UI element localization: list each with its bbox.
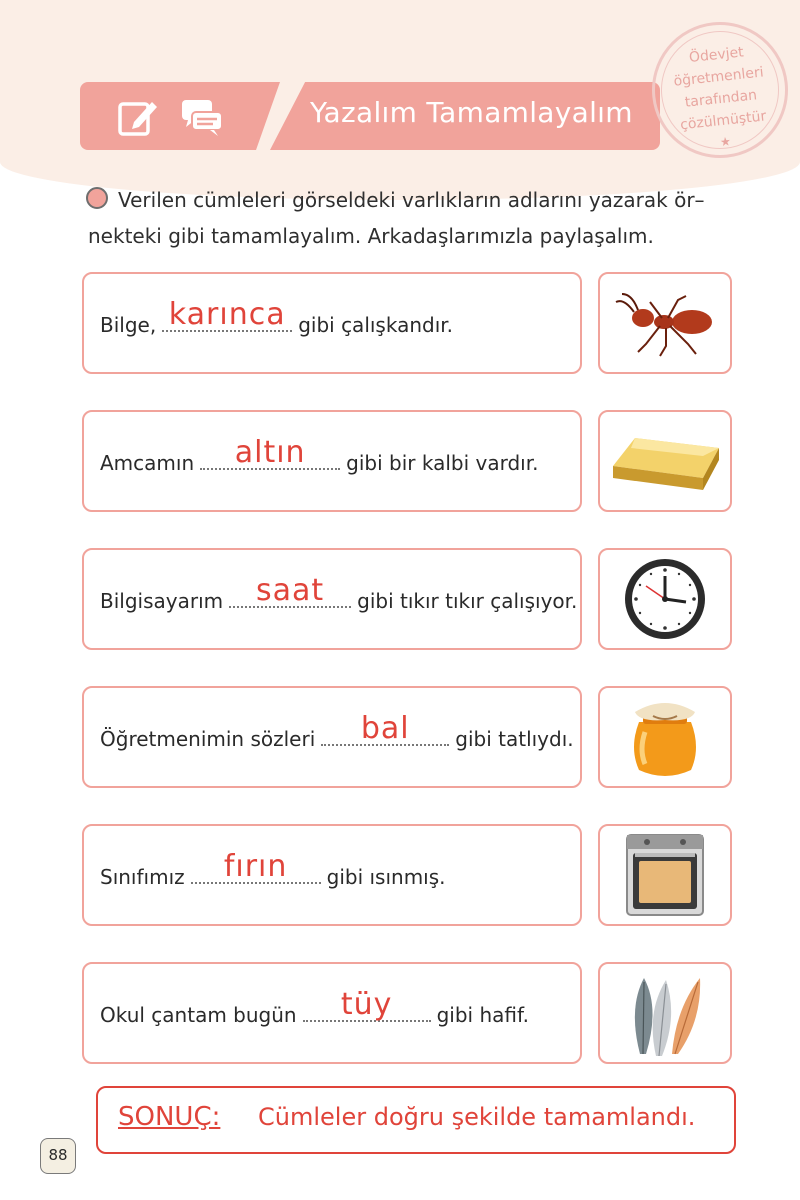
sentence-box [82, 410, 582, 512]
sentence-before: Öğretmenimin sözleri [100, 727, 316, 751]
sentence-box [82, 686, 582, 788]
instruction-text [88, 182, 738, 248]
result-box [96, 1086, 736, 1154]
feather-icon [620, 968, 710, 1058]
gold-bar-icon [607, 426, 723, 496]
answer-text: tüy [340, 987, 393, 1022]
sentence-after: gibi tıkır tıkır çalışıyor. [357, 589, 578, 613]
sentence [100, 849, 446, 889]
honey-jar-icon [625, 692, 705, 782]
bullet-icon [86, 187, 108, 209]
ant-icon [610, 288, 720, 358]
instruction-line: nekteki gibi tamamlayalım. Arkadaşlarımızla paylaşalım. [88, 224, 654, 248]
sentence-after: gibi tatlıydı. [455, 727, 574, 751]
image-box [598, 272, 732, 374]
sentence [100, 297, 454, 337]
sentence [100, 711, 574, 751]
answer-blank[interactable] [321, 711, 449, 746]
answer-blank[interactable] [162, 297, 292, 332]
sentence-before: Bilgisayarım [100, 589, 224, 613]
star-icon: ★ [719, 134, 732, 150]
sentence-before: Amcamın [100, 451, 195, 475]
image-box [598, 686, 732, 788]
answer-text: altın [234, 435, 306, 470]
image-box [598, 824, 732, 926]
answer-blank[interactable] [303, 987, 431, 1022]
stamp-line: Ödevjet [688, 44, 745, 67]
image-box [598, 410, 732, 512]
image-box [598, 962, 732, 1064]
sentence-before: Okul çantam bugün [100, 1003, 297, 1027]
page-number: 88 [40, 1138, 76, 1174]
image-box [598, 548, 732, 650]
stamp-line: tarafından [684, 87, 758, 111]
edit-icon [116, 96, 160, 140]
answer-blank[interactable] [200, 435, 340, 470]
sentence-before: Sınıfımız [100, 865, 185, 889]
sentence [100, 435, 539, 475]
instruction-line: Verilen cümleleri görseldeki varlıkların adlarını yazarak ör– [118, 188, 705, 212]
chat-icon [180, 96, 224, 140]
stamp-line: öğretmenleri [672, 64, 765, 90]
answer-blank[interactable] [191, 849, 321, 884]
clock-icon [622, 556, 708, 642]
sentence-after: gibi bir kalbi vardır. [346, 451, 539, 475]
sentence-box [82, 962, 582, 1064]
sentence [100, 987, 529, 1027]
answer-text: karınca [168, 297, 286, 332]
sentence-after: gibi ısınmış. [326, 865, 446, 889]
sentence [100, 573, 578, 613]
sentence-after: gibi hafif. [436, 1003, 529, 1027]
sentence-box [82, 824, 582, 926]
answer-text: saat [256, 573, 325, 608]
answer-text: bal [360, 711, 410, 746]
sentence-box [82, 548, 582, 650]
sentence-before: Bilge, [100, 313, 157, 337]
answer-text: fırın [223, 849, 288, 884]
result-text: Cümleler doğru şekilde tamamlandı. [258, 1103, 696, 1131]
oven-icon [625, 833, 705, 917]
sentence-box [82, 272, 582, 374]
answer-blank[interactable] [229, 573, 351, 608]
sentence-after: gibi çalışkandır. [298, 313, 454, 337]
stamp-line: çözülmüştür [679, 108, 767, 134]
result-label: SONUÇ: [118, 1102, 221, 1132]
page-title: Yazalım Tamamlayalım [310, 96, 633, 129]
